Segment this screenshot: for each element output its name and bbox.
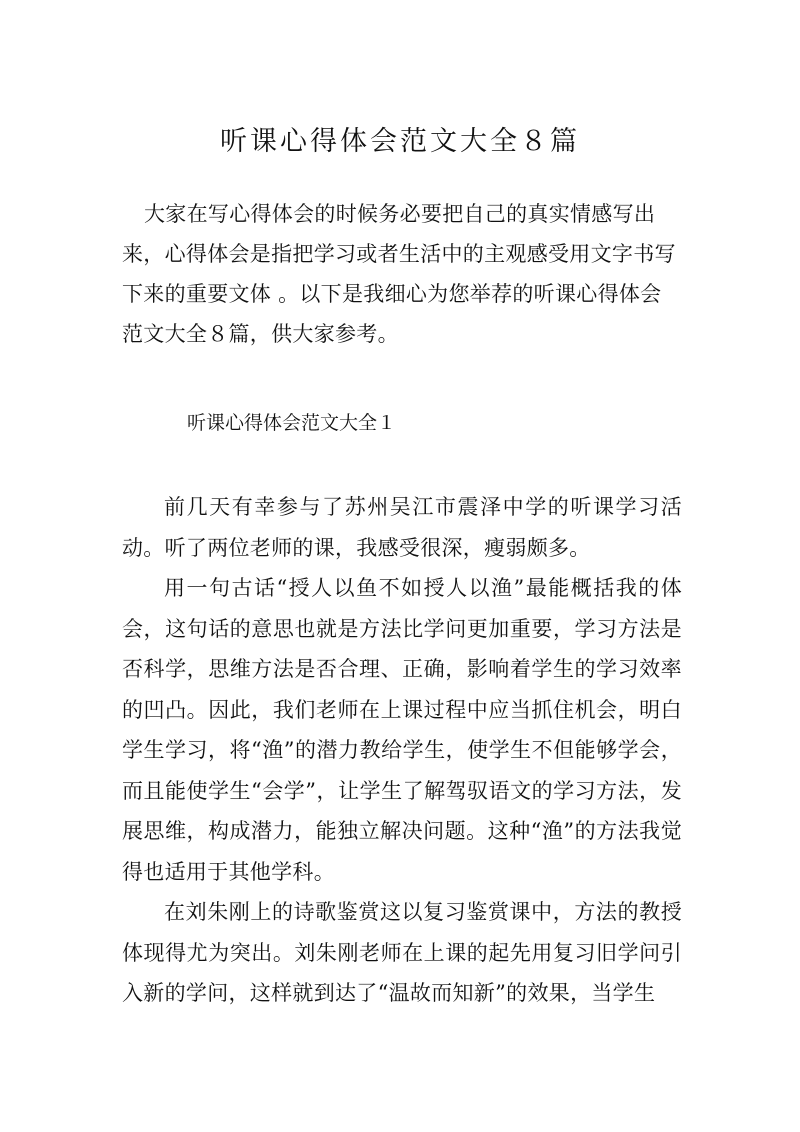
section-title: 听课心得体会范文大全１ [187,412,397,434]
section-body [122,487,682,1014]
body-paragraph-3: 在刘朱刚上的诗歌鉴赏这以复习鉴赏课中，方法的教授体现得尤为突出。刘朱刚老师在上课的起先用复习旧学问引入新的学问，这样就到达了“温故而知新”的效果，当学生 [122,900,682,1005]
intro-paragraph: 大家在写心得体会的时候务必要把自己的真实情感写出来，心得体会是指把学习或者生活中的主观感受用文字书写下来的重要文体 。以下是我细心为您举荐的听课心得体会范文大全８篇，供大家参考。 [122,202,676,346]
body-paragraph-1: 前几天有幸参与了苏州吴江市震泽中学的听课学习活动。听了两位老师的课，我感受很深，瘦弱颇多。 [122,495,682,560]
body-paragraph-2: 用一句古话“授人以鱼不如授人以渔”最能概括我的体会，这句话的意思也就是方法比学问更加重要，学习方法是否科学，思维方法是否合理、正确，影响着学生的学习效率的凹凸。因此，我们老师在上课过程中应当抓住机会，明白学生学习，将“渔”的潜力教给学生，使学生不但能够学会，而且能使学生“会学”，让学生了解驾驭语文的学习方法，发展思维，构成潜力，能独立解决问题。这种“渔”的方法我觉得也适用于其他学科。 [122,576,682,884]
document-title: 听课心得体会范文大全８篇 [220,126,580,157]
